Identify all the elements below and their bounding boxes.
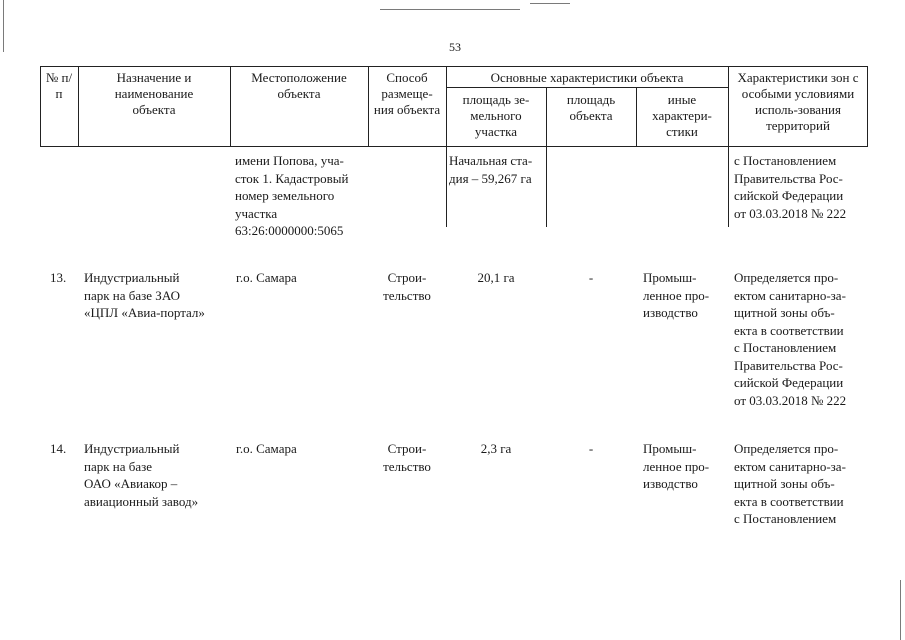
- header-num: № п/п: [45, 70, 73, 101]
- continuation-zone-characteristics: с Постановлением Правительства Рос- сийской Федерации от 03.03.2018 № 222: [734, 153, 847, 221]
- continuation-land-area: Начальная ста- дия – 59,267 га: [449, 153, 533, 186]
- row-location: г.о. Самара: [236, 441, 297, 456]
- row-number: 13.: [50, 270, 67, 285]
- row-land-area: 20,1 га: [477, 270, 515, 285]
- row-zone-characteristics: Определяется про- ектом санитарно-за- щитной зоны объ- екта в соответствии с Постановлением Правительства Рос- сийской Федерации от 03.03.2018 № 222: [734, 270, 847, 408]
- scan-edge-mark: [3, 0, 4, 52]
- scan-edge-mark: [530, 3, 570, 4]
- scan-edge-mark: [900, 580, 901, 640]
- row-purpose: Индустриальный парк на базе ОАО «Авиакор – авиационный завод»: [84, 441, 199, 509]
- row-other-characteristics: Промыш- ленное про- изводство: [643, 441, 710, 491]
- row-object-area: -: [588, 270, 594, 285]
- header-method: Способ размеще-ния объекта: [373, 70, 441, 117]
- header-other-characteristics: иные характери-стики: [652, 92, 712, 139]
- header-land-area: площадь зе-мельного участка: [462, 92, 530, 139]
- row-number: 14.: [50, 441, 67, 456]
- page-number: 53: [449, 40, 461, 54]
- row-land-area: 2,3 га: [480, 441, 512, 456]
- header-main-characteristics: Основные характеристики объекта: [490, 70, 684, 85]
- row-method: Строи- тельство: [383, 270, 431, 303]
- header-location: Местоположение объекта: [251, 70, 347, 101]
- row-location: г.о. Самара: [236, 270, 297, 285]
- row-other-characteristics: Промыш- ленное про- изводство: [643, 270, 710, 320]
- row-method: Строи- тельство: [383, 441, 431, 474]
- continuation-location: имени Попова, уча- сток 1. Кадастровый номер земельного участка 63:26:0000000:5065: [235, 153, 349, 238]
- row-object-area: -: [588, 441, 594, 456]
- row-zone-characteristics: Определяется про- ектом санитарно-за- щитной зоны объ- екта в соответствии с Постановлением: [734, 441, 846, 526]
- row-purpose: Индустриальный парк на базе ЗАО «ЦПЛ «Авиа-портал»: [84, 270, 205, 320]
- header-purpose: Назначение и наименование объекта: [114, 70, 194, 117]
- header-object-area: площадь объекта: [566, 92, 616, 123]
- header-zone-characteristics: Характеристики зон с особыми условиями исполь-зования территорий: [737, 70, 859, 133]
- scan-edge-mark: [380, 9, 520, 10]
